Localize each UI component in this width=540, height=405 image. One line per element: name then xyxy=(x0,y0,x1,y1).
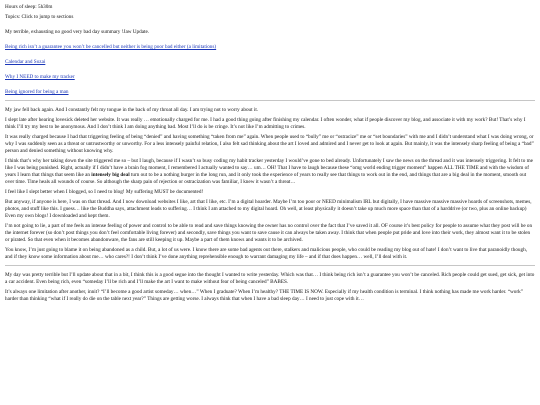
section-divider xyxy=(5,100,535,101)
topic-link-ignored[interactable] xyxy=(5,89,535,96)
topic-link-rich[interactable] xyxy=(5,44,535,51)
paragraph: It was really charged because I had that triggering feeling of being “denied” and having something “taken from me” again. When people used to “bully” me or “ostracize” me or “set boundaries” with me and I didn’t understand what I was doing wrong, or why I was suddenly seen as a threat or untrustworthy or unworthy. For a less intensely painful relation, I also felt sad thinking about the art I loved and admired and I never get to look at again. But mainly, it was the intensely sharp feeling of being a “bad” person and denied something without knowing why. xyxy=(5,133,534,154)
paragraph: I feel like I slept better when I blogged, so I need to blog! My suffering MUST be documented! xyxy=(5,188,204,195)
paragraph-text: turn out to be a nothing burger in the long run, and it only took the experience of years to really see that things to work out in the end, and things that are a big deal in the moment, smooth out over time. Time heals all wounds of course. So although the sharp pain of rejection or ostracization was familiar, I knew it wasn’t a threat… xyxy=(5,171,527,185)
day-summary: My terrible, exhausting no good very bad day summary !Jaw Update. xyxy=(5,29,150,36)
topic-link-rich-text[interactable]: Being rich isn’t a guarantee you won’t be cancelled but neither is being poor bad either (a limitations) xyxy=(5,44,217,51)
paragraph: But anyway, if anyone is here, I was on that thread. And I now download websites I like, art that I like, etc. I’m a digital hoarder. Maybe I’m too poor or NEED minimalism IRL but digitally, I have massive massive massive hoards of screenshots, memes, photos, and stuff like this. I guess… like the Buddha says, attachment leads to suffering… I think I am attached to my digital hoard. Oh well, at least physically it doesn’t take up much more space than that of a harddrive (or two, plus an online backup) Even my own blogs! I downloaded and kept them. xyxy=(5,199,532,219)
topic-link-tracker-text[interactable]: Why I NEED to make my tracker xyxy=(5,73,75,80)
emphasis-text: intensely big deal xyxy=(91,171,130,178)
paragraph-text: I think that’s why her taking down the site triggered me so – but I laugh, because if I wasn’t so busy coding my habit tracker yesterday I would’ve gone to bed already. Unfortunately I saw the news on the thread and it was intensely triggering. It felt to me like I was being punished. Right, actually if I didn’t have a brain fog moment, I remembered I actually wanted to say… um… OH! That I have to laugh because these “omg world ending trigger moment” happen ALL THE TIME and with the wisdom of years I learn that things that seem like an xyxy=(5,157,533,178)
topic-link-tracker[interactable] xyxy=(5,74,535,81)
topics-heading: Topics: Click to jump to sections xyxy=(5,14,74,21)
paragraph: I’m not going to lie, a part of me feels an intense feeling of power and control to be able to read and save things knowing the owner has no control over the fact that I’ve saved it all. OF course it’s best policy for people to assume what they post will be on the internet forever (so don’t post things you don’t feel comfortable living forever) and secondly, save things you want to save cause it can always be taken away. I think that when people put pride and love into their work, they almost want it to be stolen or pirated. So that even when it becomes abandonware, the fans are still keeping it up. Maybe a part of them knows and wants it to be archived. xyxy=(5,222,533,243)
paragraph: My jaw fell back again. And I constantly felt my tongue in the back of my throat all day. I am trying not to worry about it. xyxy=(5,106,259,113)
topic-link-ignored-text[interactable]: Being ignored for being a man xyxy=(5,88,69,95)
paragraph: My day was pretty terrible but I’ll update about that in a bit, I think this is a good segue into the thought I wanted to write yesterday. Which was that… I think being rich isn’t a guarantee you won’t be canceled. Rich people could get sued, get sick, get into a car accident. Even being rich, even “someday I’ll be rich and I’ll make the art I want to make without fear of being canceled” BABES. xyxy=(5,271,535,285)
paragraph: I slept late after hearing lovesick deleted her website. It was really … emotionally charged for me. I had a good thing going after finishing my calendar. I often wonder, what if people discover my blog, and associate it with my work? But! That’s why I think I’ll try my best to be anonymous. And I don’t think I am doing anything bad. Most I’ll do is be cringe. It’s not like I’m admitting to crimes. xyxy=(5,116,526,130)
topic-link-calendar-text[interactable]: Calendar and Sozai xyxy=(5,59,46,66)
topic-link-calendar[interactable] xyxy=(5,59,535,66)
section-rich xyxy=(5,272,535,303)
section-divider xyxy=(5,265,535,266)
paragraph: You know, I’m just going to blame it on being abandoned as a child. But, a lot of us were. I know there are some bad agents out there, stalkers and malicious people, who could be reading my blog out of hate! I don’t want to live that paranoidly though, and if they know some information about me… who cares?! I don’t think I’ve done anything reprehensible enough to warrant damaging my life – and if that does happen… well, I’ll deal with it. xyxy=(5,246,527,260)
paragraph: It’s always one limitation after another, innit? “I’ll become a good artist someday… when…” When I graduate? When I’m healthy? THE TIME IS NOW. Especially if my health condition is terminal. I think nothing has made me work harder. “work” harder than thinking “what if I really do die on the table next year?” Things are getting worse. I always think that when I have a bad sleep day… I need to just cope with it… xyxy=(5,288,523,302)
paragraph xyxy=(5,158,535,185)
sleep-hours: Hours of sleep: 5h30m xyxy=(5,4,53,10)
section-jaw xyxy=(5,107,535,261)
